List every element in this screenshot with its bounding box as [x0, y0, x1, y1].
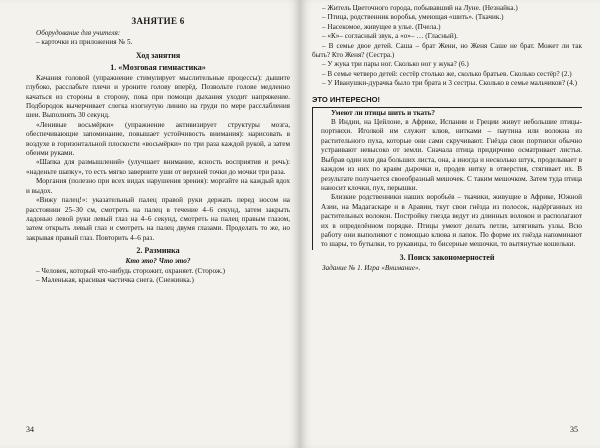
interesting-heading: ЭТО ИНТЕРЕСНО!	[312, 94, 381, 104]
riddle-1: – Человек, который что-нибудь сторожит, охраняет. (Сторож.)	[36, 266, 226, 275]
section-2-title: 2. Разминка	[136, 246, 180, 256]
riddle-10: – У Иванушки-дурачка было три брата и 3 сестры. Сколько в семье мальчиков? (4.)	[322, 79, 577, 88]
exercise-blinking: Моргания (полезно при всех видах нарушения зрения): моргайте на каждый вдох и выдох.	[26, 177, 290, 195]
riddle-9: – В семье четверо детей: сестёр столько же, сколько братьев. Сколько сестёр? (2.)	[322, 69, 572, 78]
equipment-label: Оборудование для учителя:	[36, 29, 121, 37]
riddle-7: – В семье двое детей. Саша – брат Жени, но Женя Саше не брат. Может ли так быть? Кто Женя? (Сестра.)	[312, 41, 582, 60]
riddle-8: – У жука три пары ног. Сколько ног у жука? (6.)	[322, 60, 469, 69]
riddle-title: Кто это? Что это?	[125, 257, 191, 266]
interesting-question: Умеют ли птицы шить и ткать?	[331, 108, 435, 117]
exercise-thinking-cap: «Шапка для размышлений» (улучшает внимание, ясность восприятия и речь): «наденьте шапку», то есть мягко заверните уши от верхней точки до мочки три раза.	[26, 158, 290, 176]
page-number-left: 34	[26, 425, 34, 434]
lesson-title: ЗАНЯТИЕ 6	[131, 16, 185, 26]
riddle-6: – «К»– согласный звук, а «о»– … (Гласный).	[322, 32, 458, 41]
exercise-lazy-eights: «Ленивые восьмёрки» (упражнение активизирует структуры мозга, обеспечивающие запоминание, повышает устойчивость внимания): нарисовать в воздухе в горизонтальной плоскости «восьмёрки» по три раза каждой рукой, а затем обеими руками.	[26, 120, 290, 158]
equipment-item: – карточки из приложения № 5.	[36, 38, 133, 47]
course-title: Ход занятия	[135, 50, 181, 60]
interesting-paragraph-1: В Индии, на Цейлоне, в Африке, Испании и Греции живут небольшие птицы-портнихи. Иголкой им служит клюв, нитками – паутина или волокна из растительного пуха, которые они сами скручивают. Гнёзда свои портнихи обычно устраивают невысоко от земли. Сначала птица придирчиво осматривает листья. Выбрав один или два больших листа, она, а иногда и несколько штук, проделывает в каждом из них по краям дырочки и, продев нитку в отверстия, стягивает их. В результате получается своеобразный мешочек. С таким мешочком. Затем туда птица наносит клочки, пух, перышки.	[321, 118, 582, 192]
riddle-3: – Житель Цветочного города, побывавший на Луне. (Незнайка.)	[322, 4, 518, 12]
interesting-box	[312, 107, 582, 250]
task-1: Задание № 1. Игра «Внимание».	[322, 263, 421, 272]
right-page	[300, 0, 600, 448]
riddle-4: – Птица, родственник воробья, умеющая «шить». (Ткачик.)	[322, 13, 504, 22]
interesting-paragraph-2: Близкие родственники наших воробьёв – ткачики, живущие в Африке, Южной Азии, на Мадагаскаре и в Аравии, ткут свои гнёзда из полосок, надёрганных из растительных волокон. Постройку гнезда ведут из длинных волокон и располагают их в определённом порядке. Птицы умеют делать петли, затягивать узлы. Всю работу они выполняют с помощью клюва и лапок. По форме их гнёзда напоминают то шары, то бутылки, то рукавицы, то бисерные мешочки, то вытянутые кошельки.	[321, 193, 582, 249]
section-1-title: 1. «Мозговая гимнастика»	[110, 62, 206, 72]
exercise-head-swing: Качания головой (упражнение стимулирует мыслительные процессы): дышите глубоко, расслабьте плечи и уроните голову вперёд. Позвольте голове медленно качаться из стороны в сторону, пока при помощи дыхания уходит напряжение. Подбородок вычерчивает слегка изогнутую линию на груди по мере расслабления шеи. Выполнять 30 секунд.	[26, 73, 290, 120]
riddle-5: – Насекомое, живущее в улье. (Пчела.)	[322, 22, 441, 31]
page-number-right: 35	[570, 425, 578, 434]
riddle-2: – Маленькая, красивая частичка снега. (Снежинка.)	[36, 275, 194, 284]
section-3-title: 3. Поиск закономерностей	[399, 252, 495, 262]
exercise-see-finger: «Вижу палец!»: указательный палец правой руки держать перед носом на расстоянии 25–30 см, смотреть на палец в течение 4–6 секунд, затем закрыть ладонью левой руки левый глаз на 4–6 секунд, смотреть на палец правым глазом, затем открыть левый глаз и смотреть на палец двумя глазами. Проделать то же, но закрывая правый глаз. Повторить 4–6 раз.	[26, 196, 290, 242]
